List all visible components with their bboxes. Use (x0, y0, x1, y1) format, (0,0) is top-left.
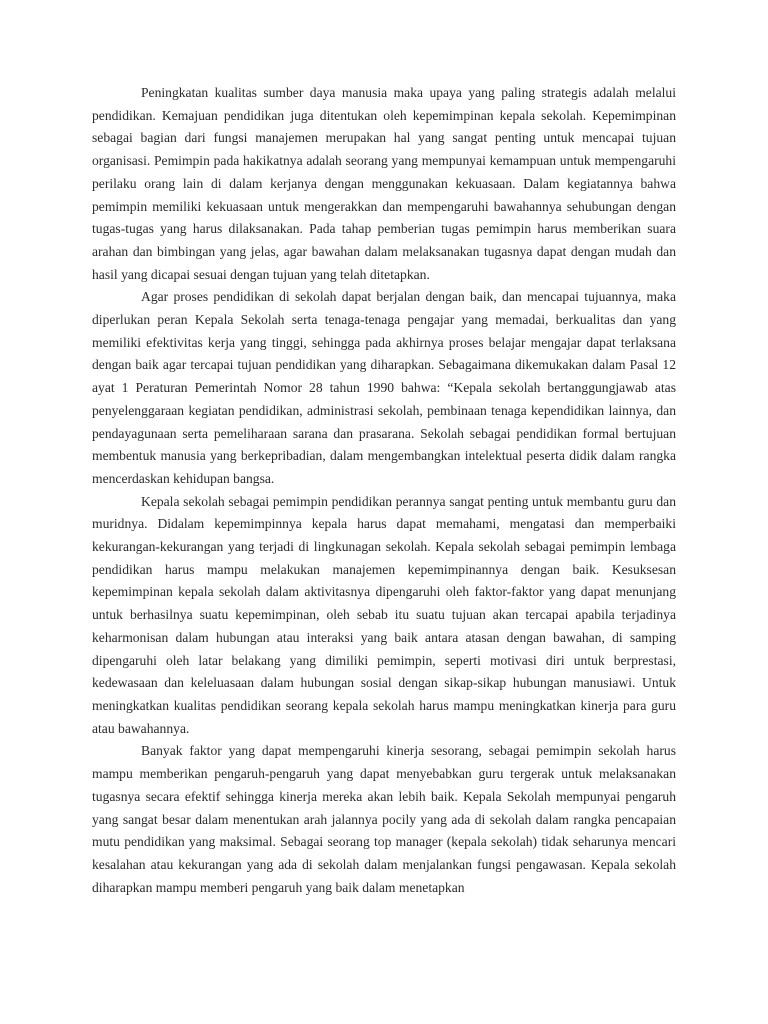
paragraph-1: Peningkatan kualitas sumber daya manusia maka upaya yang paling strategis adalah melalui pendidikan. Kemajuan pendidikan juga ditentukan oleh kepemimpinan kepala sekolah. Kepemimpinan sebagai bagian dari fungsi manajemen merupakan hal yang sangat penting untuk mencapai tujuan organisasi. Pemimpin pada hakikatnya adalah seorang yang mempunyai kemampuan untuk mempengaruhi perilaku orang lain di dalam kerjanya dengan menggunakan kekuasaan. Dalam kegiatannya bahwa pemimpin memiliki kekuasaan untuk mengerakkan dan mempengaruhi bawahannya sehubungan dengan tugas-tugas yang harus dilaksanakan. Pada tahap pemberian tugas pemimpin harus memberikan suara arahan dan bimbingan yang jelas, agar bawahan dalam melaksanakan tugasnya dapat dengan mudah dan hasil yang dicapai sesuai dengan tujuan yang telah ditetapkan. (92, 85, 676, 282)
paragraph-3: Kepala sekolah sebagai pemimpin pendidikan perannya sangat penting untuk membantu guru dan muridnya. Didalam kepemimpinnya kepala harus dapat memahami, mengatasi dan memperbaiki kekurangan-kekurangan yang terjadi di lingkunagan sekolah. Kepala sekolah sebagai pemimpin lembaga pendidikan harus mampu melakukan manajemen kepemimpinannya dengan baik. Kesuksesan kepemimpinan kepala sekolah dalam aktivitasnya dipengaruhi oleh faktor-faktor yang dapat menunjang untuk berhasilnya suatu kepemimpinan, oleh sebab itu suatu tujuan akan tercapai apabila terjadinya keharmonisan dalam hubungan atau interaksi yang baik antara atasan dengan bawahan, di samping dipengaruhi oleh latar belakang yang dimiliki pemimpin, seperti motivasi diri untuk berprestasi, kedewasaan dan keleluasaan dalam hubungan sosial dengan sikap-sikap hubungan manusiawi. Untuk meningkatkan kualitas pendidikan seorang kepala sekolah harus mampu meningkatkan kinerja para guru atau bawahannya. (92, 493, 676, 736)
document-body (92, 82, 676, 899)
paragraph-2: Agar proses pendidikan di sekolah dapat berjalan dengan baik, dan mencapai tujuannya, maka diperlukan peran Kepala Sekolah serta tenaga-tenaga pengajar yang memadai, berkualitas dan yang memiliki efektivitas kerja yang tinggi, sehingga pada akhirnya proses belajar mengajar dapat terlaksana dengan baik agar tercapai tujuan pendidikan yang diharapkan. Sebagaimana dikemukakan dalam Pasal 12 ayat 1 Peraturan Pemerintah Nomor 28 tahun 1990 bahwa: “Kepala sekolah bertanggungjawab atas penyelenggaraan kegiatan pendidikan, administrasi sekolah, pembinaan tenaga kependidikan lainnya, dan pendayagunaan serta pemeliharaan sarana dan prasarana. Sekolah sebagai pendidikan formal bertujuan membentuk manusia yang berkepribadian, dalam mengembangkan intelektual peserta didik dalam rangka mencerdaskan kehidupan bangsa. (92, 289, 676, 486)
paragraph-4: Banyak faktor yang dapat mempengaruhi kinerja sesorang, sebagai pemimpin sekolah harus mampu memberikan pengaruh-pengaruh yang dapat menyebabkan guru tergerak untuk melaksanakan tugasnya secara efektif sehingga kinerja mereka akan lebih baik. Kepala Sekolah mempunyai pengaruh yang sangat besar dalam menentukan arah jalannya pocily yang ada di sekolah dalam rangka pencapaian mutu pendidikan yang maksimal. Sebagai seorang top manager (kepala sekolah) tidak seharunya mencari kesalahan atau kekurangan yang ada di sekolah dalam menjalankan fungsi pengawasan. Kepala sekolah diharapkan mampu memberi pengaruh yang baik dalam menetapkan (92, 743, 676, 895)
